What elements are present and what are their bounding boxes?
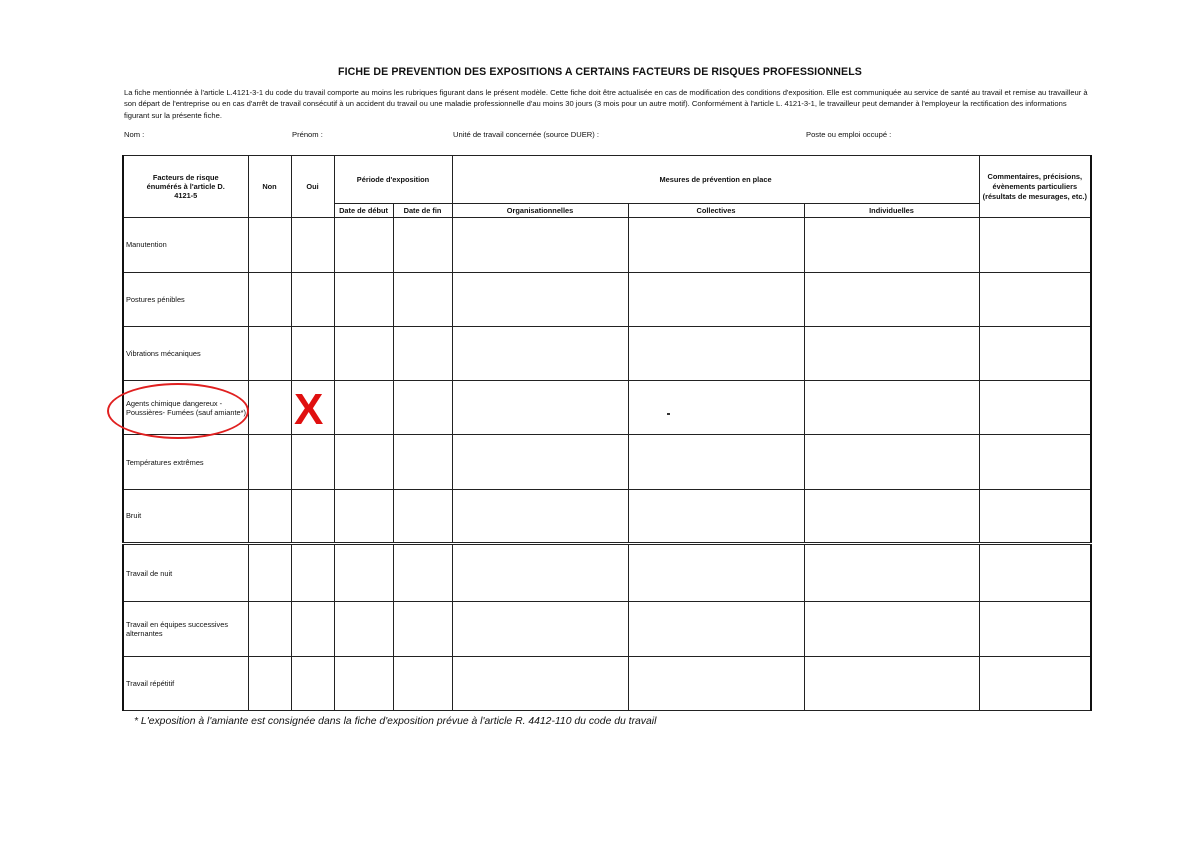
oui-cell[interactable]	[291, 656, 334, 710]
commentaires-cell[interactable]	[979, 326, 1091, 380]
header-non: Non	[248, 156, 291, 218]
factor-label: Postures pénibles	[123, 272, 248, 326]
factor-label: Travail en équipes successives alternantes	[123, 602, 248, 656]
oui-cell[interactable]	[291, 544, 334, 602]
collectives-cell[interactable]	[628, 656, 804, 710]
collectives-cell[interactable]	[628, 602, 804, 656]
organisationnelles-cell[interactable]	[452, 656, 628, 710]
organisationnelles-cell[interactable]	[452, 489, 628, 543]
table-row	[123, 489, 1091, 543]
date-debut-cell[interactable]	[334, 489, 393, 543]
page-title: FICHE DE PREVENTION DES EXPOSITIONS A CERTAINS FACTEURS DE RISQUES PROFESSIONNELS	[338, 66, 862, 78]
non-cell[interactable]	[248, 435, 291, 489]
factor-label: Travail répétitif	[123, 656, 248, 710]
non-cell[interactable]	[248, 489, 291, 543]
date-fin-cell[interactable]	[393, 544, 452, 602]
header-facteurs: Facteurs de risque énumérés à l'article D. 4121-5	[123, 156, 248, 218]
collectives-cell[interactable]	[628, 435, 804, 489]
commentaires-cell[interactable]	[979, 489, 1091, 543]
commentaires-cell[interactable]	[979, 656, 1091, 710]
header-individuelles: Individuelles	[804, 204, 979, 218]
date-fin-cell[interactable]	[393, 489, 452, 543]
table-row	[123, 656, 1091, 710]
factor-label: Températures extrêmes	[123, 435, 248, 489]
non-cell[interactable]	[248, 218, 291, 272]
non-cell[interactable]	[248, 326, 291, 380]
individuelles-cell[interactable]	[804, 544, 979, 602]
collectives-cell[interactable]	[628, 326, 804, 380]
individuelles-cell[interactable]	[804, 489, 979, 543]
scan-speck	[667, 413, 670, 415]
oui-check-mark: X	[294, 385, 324, 434]
header-periode: Période d'exposition	[334, 156, 452, 204]
individuelles-cell[interactable]	[804, 272, 979, 326]
table-row	[123, 218, 1091, 272]
organisationnelles-cell[interactable]	[452, 435, 628, 489]
prenom-label: Prénom :	[292, 130, 323, 139]
header-collectives: Collectives	[628, 204, 804, 218]
table-row	[123, 435, 1091, 489]
non-cell[interactable]	[248, 602, 291, 656]
collectives-cell[interactable]	[628, 381, 804, 435]
risk-factors-table	[122, 155, 1092, 711]
nom-label: Nom :	[124, 130, 145, 139]
oui-cell[interactable]	[291, 326, 334, 380]
header-mesures: Mesures de prévention en place	[452, 156, 979, 204]
collectives-cell[interactable]	[628, 544, 804, 602]
date-debut-cell[interactable]	[334, 218, 393, 272]
individuelles-cell[interactable]	[804, 656, 979, 710]
collectives-cell[interactable]	[628, 272, 804, 326]
individuelles-cell[interactable]	[804, 381, 979, 435]
date-debut-cell[interactable]	[334, 381, 393, 435]
date-fin-cell[interactable]	[393, 381, 452, 435]
date-debut-cell[interactable]	[334, 435, 393, 489]
date-debut-cell[interactable]	[334, 544, 393, 602]
header-date-fin: Date de fin	[393, 204, 452, 218]
date-fin-cell[interactable]	[393, 435, 452, 489]
table-row	[123, 381, 1091, 435]
footnote: * L'exposition à l'amiante est consignée dans la fiche d'exposition prévue à l'article R. 4412-110 du code du travail	[134, 716, 657, 727]
table-row	[123, 272, 1091, 326]
non-cell[interactable]	[248, 381, 291, 435]
commentaires-cell[interactable]	[979, 218, 1091, 272]
individuelles-cell[interactable]	[804, 326, 979, 380]
table-row	[123, 544, 1091, 602]
non-cell[interactable]	[248, 544, 291, 602]
commentaires-cell[interactable]	[979, 544, 1091, 602]
header-date-debut: Date de début	[334, 204, 393, 218]
oui-cell[interactable]	[291, 435, 334, 489]
factor-label: Bruit	[123, 489, 248, 543]
commentaires-cell[interactable]	[979, 602, 1091, 656]
factor-label: Agents chimique dangereux - Poussières- Fumées (sauf amiante*)	[123, 381, 248, 435]
table-row	[123, 326, 1091, 380]
commentaires-cell[interactable]	[979, 435, 1091, 489]
date-debut-cell[interactable]	[334, 656, 393, 710]
organisationnelles-cell[interactable]	[452, 326, 628, 380]
poste-label: Poste ou emploi occupé :	[806, 130, 892, 139]
header-commentaires: Commentaires, précisions, évènements particuliers (résultats de mesurages, etc.)	[979, 156, 1091, 218]
intro-paragraph: La fiche mentionnée à l'article L.4121-3-1 du code du travail comporte au moins les rubriques figurant dans le présent modèle. Cette fiche doit être actualisée en cas de modification des conditions d'exposition. Elle est communiquée au service de santé au travail et remise au travailleur à son départ de l'entreprise ou en cas d'arrêt de travail consécutif à un accident du travail ou une maladie professionnelle d'au moins 30 jours (3 mois pour un autre motif). Conformément à l'article L. 4121-3-1, le travailleur peut demander à l'employeur la rectification des informations figurant sur la présente fiche.	[124, 88, 1088, 120]
factor-label: Manutention	[123, 218, 248, 272]
individuelles-cell[interactable]	[804, 218, 979, 272]
oui-cell[interactable]	[291, 218, 334, 272]
commentaires-cell[interactable]	[979, 272, 1091, 326]
oui-cell[interactable]	[291, 272, 334, 326]
date-fin-cell[interactable]	[393, 218, 452, 272]
organisationnelles-cell[interactable]	[452, 272, 628, 326]
collectives-cell[interactable]	[628, 218, 804, 272]
date-debut-cell[interactable]	[334, 272, 393, 326]
organisationnelles-cell[interactable]	[452, 381, 628, 435]
header-oui: Oui	[291, 156, 334, 218]
date-debut-cell[interactable]	[334, 326, 393, 380]
commentaires-cell[interactable]	[979, 381, 1091, 435]
unite-label: Unité de travail concernée (source DUER) :	[453, 130, 600, 139]
organisationnelles-cell[interactable]	[452, 218, 628, 272]
factor-label: Vibrations mécaniques	[123, 326, 248, 380]
non-cell[interactable]	[248, 272, 291, 326]
oui-cell[interactable]	[291, 602, 334, 656]
organisationnelles-cell[interactable]	[452, 602, 628, 656]
header-organisationnelles: Organisationnelles	[452, 204, 628, 218]
date-fin-cell[interactable]	[393, 602, 452, 656]
individuelles-cell[interactable]	[804, 602, 979, 656]
date-fin-cell[interactable]	[393, 326, 452, 380]
non-cell[interactable]	[248, 656, 291, 710]
organisationnelles-cell[interactable]	[452, 544, 628, 602]
collectives-cell[interactable]	[628, 489, 804, 543]
date-fin-cell[interactable]	[393, 272, 452, 326]
individuelles-cell[interactable]	[804, 435, 979, 489]
date-debut-cell[interactable]	[334, 602, 393, 656]
date-fin-cell[interactable]	[393, 656, 452, 710]
factor-label: Travail de nuit	[123, 544, 248, 602]
table-row	[123, 602, 1091, 656]
oui-cell[interactable]	[291, 489, 334, 543]
